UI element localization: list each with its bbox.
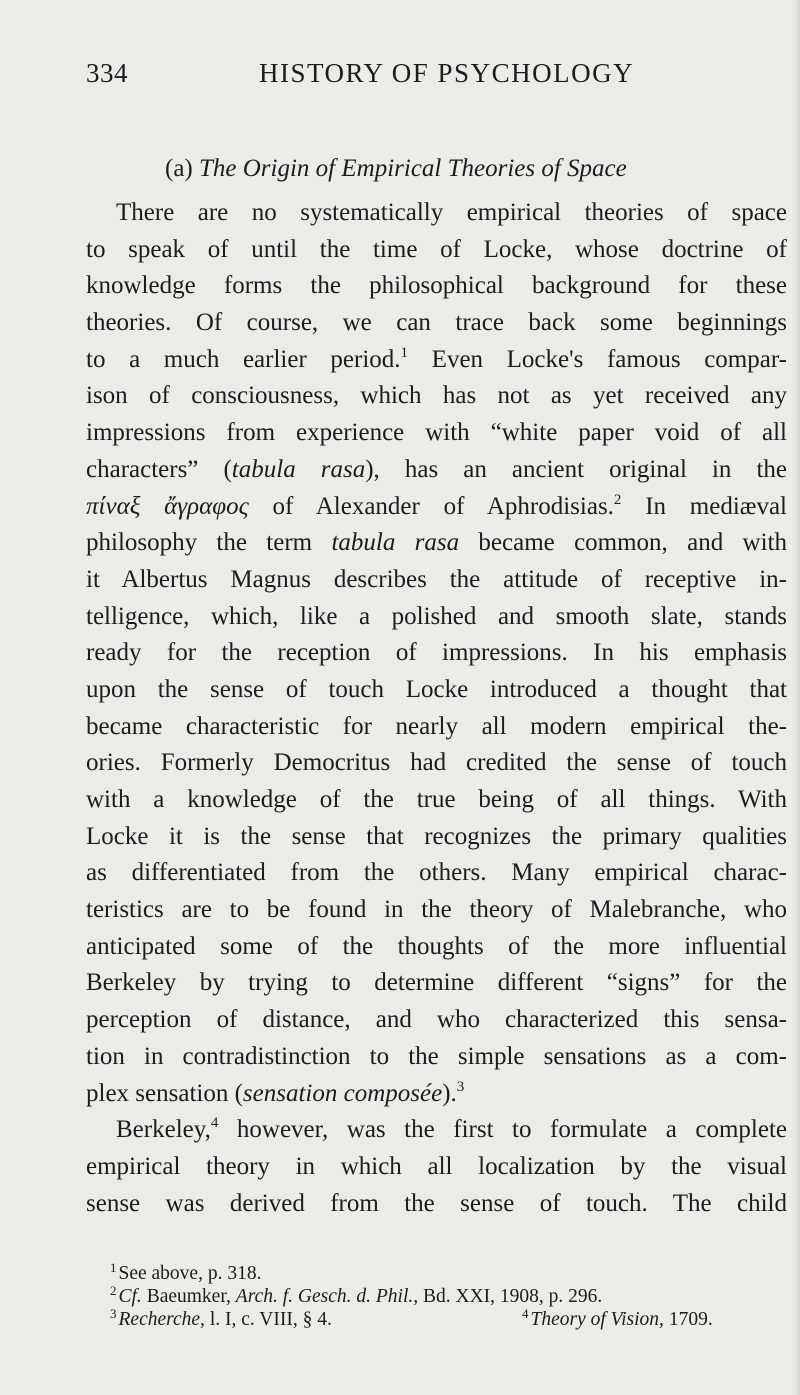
- footnote-4: [522, 1308, 713, 1331]
- footnote-text: Bd. XXI, 1908, p. 296.: [418, 1286, 603, 1307]
- footnote-italic: Arch. f. Gesch. d. Phil.,: [235, 1286, 419, 1307]
- italic-term: sensation composée: [242, 1079, 443, 1107]
- running-head: [86, 58, 786, 94]
- text-segment: ).: [442, 1079, 457, 1107]
- text-line: [86, 452, 787, 489]
- footnote-3: [110, 1306, 332, 1330]
- text-line: impressions from experience with “white paper void of all: [86, 419, 787, 447]
- footnote-italic: Cf.: [118, 1286, 142, 1307]
- footnote-number: 1: [110, 1260, 117, 1275]
- text-line: [86, 342, 787, 379]
- text-line: teristics are to be found in the theory of Malebranche, who: [86, 896, 787, 924]
- footnote-number: 2: [110, 1283, 117, 1298]
- text-line: with a knowledge of the true being of all things. With: [86, 786, 787, 813]
- footnotes: [110, 1262, 790, 1331]
- footnote-2: [110, 1285, 790, 1308]
- text-line: [86, 525, 787, 562]
- text-line: perception of distance, and who characterized this sensa-: [86, 1006, 787, 1034]
- text-line: There are no systematically empirical theories of space: [116, 199, 787, 226]
- text-line: sense was derived from the sense of touch. The child: [86, 1189, 787, 1217]
- footnote-ref-3: 3: [456, 1078, 465, 1095]
- text-line: ison of consciousness, which has not as yet received any: [86, 382, 787, 410]
- body-text: [86, 195, 787, 1222]
- text-line: Berkeley by trying to determine different “signs” for the: [86, 969, 787, 997]
- text-segment: characters” (: [86, 455, 232, 483]
- footnote-number: 4: [522, 1306, 529, 1321]
- footnote-italic: Recherche,: [118, 1309, 205, 1330]
- text-line: [86, 1076, 787, 1113]
- text-line: Locke it is the sense that recognizes the primary qualities: [86, 822, 787, 850]
- text-segment: however, was the first to formulate a complete: [218, 1116, 787, 1144]
- text-segment: became common, and with: [459, 529, 787, 557]
- greek-term: πίναξ ἄγραφος: [86, 492, 249, 520]
- text-line: ories. Formerly Democritus had credited the sense of touch: [86, 749, 787, 777]
- footnote-text: Baeumker,: [141, 1286, 236, 1307]
- text-line: as differentiated from the others. Many empirical charac-: [86, 859, 787, 887]
- text-line: to speak of until the time of Locke, whose doctrine of: [86, 235, 787, 263]
- text-line: empirical theory in which all localization by the visual: [86, 1152, 787, 1180]
- text-line: [86, 1112, 787, 1149]
- footnote-italic: Theory of Vision,: [530, 1309, 664, 1330]
- footnote-number: 3: [110, 1306, 117, 1321]
- text-segment: Berkeley,: [116, 1116, 211, 1144]
- footnote-text: 1709.: [663, 1309, 713, 1330]
- running-title: HISTORY OF PSYCHOLOGY: [259, 58, 635, 88]
- text-line: tion in contradistinction to the simple sensations as a com-: [86, 1042, 787, 1070]
- footnote-text: See above, p. 318.: [118, 1263, 262, 1284]
- text-line: theories. Of course, we can trace back some beginnings: [86, 309, 787, 337]
- text-segment: of Alexander of Aphrodisias.: [248, 492, 614, 520]
- italic-term: tabula rasa: [331, 529, 460, 557]
- footnote-text: l. I, c. VIII, § 4.: [204, 1309, 332, 1330]
- footnote-ref-4: 4: [210, 1115, 219, 1132]
- text-segment: plex sensation (: [86, 1079, 243, 1107]
- text-line: it Albertus Magnus describes the attitude of receptive in-: [86, 565, 787, 593]
- footnote-row: [110, 1308, 790, 1331]
- text-line: anticipated some of the thoughts of the more influential: [86, 932, 787, 960]
- text-line: upon the sense of touch Locke introduced a thought that: [86, 675, 787, 703]
- footnote-ref-2: 2: [613, 491, 622, 508]
- text-line: ready for the reception of impressions. In his emphasis: [86, 639, 787, 667]
- italic-term: tabula rasa: [231, 455, 366, 483]
- section-title: The Origin of Empirical Theories of Space: [199, 155, 627, 182]
- section-label: (a): [165, 155, 193, 182]
- text-segment: philosophy the term: [86, 529, 332, 557]
- footnote-ref-1: 1: [400, 344, 409, 361]
- text-line: became characteristic for nearly all modern empirical the-: [86, 712, 787, 740]
- footnote-1: [110, 1262, 790, 1285]
- text-line: telligence, which, like a polished and smooth slate, stands: [86, 602, 787, 630]
- text-line: [86, 489, 787, 526]
- text-segment: ), has an ancient original in the: [365, 455, 787, 483]
- page-number: 334: [86, 58, 128, 88]
- section-heading: [165, 155, 627, 183]
- text-segment: Even Locke's famous compar-: [408, 345, 787, 373]
- text-line: knowledge forms the philosophical background for these: [86, 272, 787, 300]
- text-segment: In mediæval: [621, 492, 787, 520]
- text-segment: to a much earlier period.: [86, 345, 401, 373]
- page-edge-shadow: [794, 0, 800, 1395]
